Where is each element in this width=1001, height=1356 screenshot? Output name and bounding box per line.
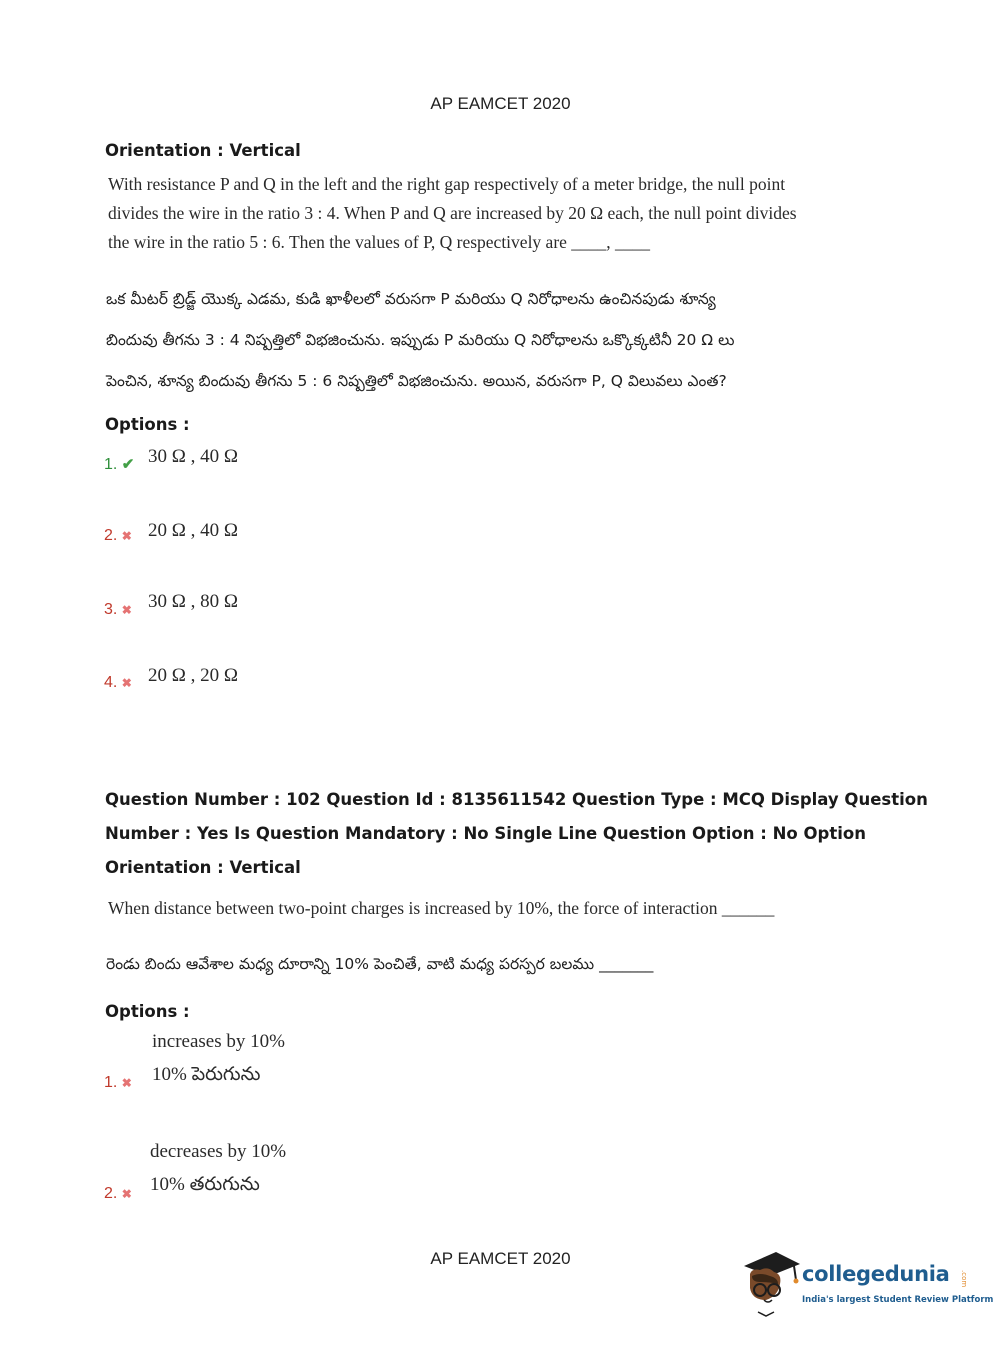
cross-icon: ✖: [121, 1187, 132, 1201]
q1-question-english: [108, 170, 797, 257]
q1-option-3-value: 30 Ω , 80 Ω: [148, 591, 238, 612]
collegedunia-logo: [740, 1248, 994, 1318]
cross-icon: ✖: [121, 603, 132, 617]
q2-option-2-telugu: 10% తరుగును: [150, 1174, 260, 1195]
q1-te-line: ఒక మీటర్ బ్రిడ్జ్ యొక్క ఎడమ, కుడి ఖాళీలలో వరుసగా P మరియు Q నిరోధాలను ఉంచినపుడు శూన్య: [106, 290, 716, 308]
q2-option-1-telugu: 10% పెరుగును: [152, 1064, 261, 1085]
q1-option-4-value: 20 Ω , 20 Ω: [148, 665, 238, 686]
option-number: 2.: [104, 527, 118, 544]
q2-option-1[interactable]: [104, 1074, 132, 1092]
q1-orientation: Orientation : Vertical: [105, 141, 301, 160]
q1-te-line: బిందువు తీగను 3 : 4 నిష్పత్తిలో విభజించును. ఇప్పుడు P మరియు Q నిరోధాలను ఒక్కొక్కటినీ 20 Ω లు: [106, 331, 735, 349]
check-icon: ✔: [121, 456, 135, 473]
q2-question-english: When distance between two-point charges is increased by 10%, the force of interaction ______: [108, 898, 775, 918]
logo-wordmark: collegedunia: [802, 1262, 950, 1286]
logo-tagline: India's largest Student Review Platform: [802, 1295, 994, 1305]
q1-en-line: With resistance P and Q in the left and the right gap respectively of a meter bridge, the null point: [108, 174, 786, 194]
option-number: 2.: [104, 1185, 118, 1202]
q2-option-2[interactable]: [104, 1185, 132, 1203]
q1-option-1[interactable]: [104, 455, 134, 474]
mascot-icon: [740, 1248, 802, 1318]
q1-te-line: పెంచిన, శూన్య బిందువు తీగను 5 : 6 నిష్పత్తిలో విభజించును. అయిన, వరుసగా P, Q విలువలు ఎంత?: [106, 372, 727, 390]
q2-meta-line: Number : Yes Is Question Mandatory : No Single Line Question Option : No Option: [105, 824, 866, 843]
q2-option-2-english: decreases by 10%: [150, 1141, 287, 1162]
q1-option-4[interactable]: [104, 674, 132, 692]
option-number: 1.: [104, 456, 118, 473]
q2-question-telugu: రెండు బిందు ఆవేశాల మధ్య దూరాన్ని 10% పెంచితే, వాటి మధ్య పరస్పర బలము _______: [106, 955, 654, 973]
q2-option-1-english: increases by 10%: [152, 1031, 285, 1052]
option-number: 1.: [104, 1074, 118, 1091]
q1-option-2-value: 20 Ω , 40 Ω: [148, 520, 238, 541]
option-number: 4.: [104, 674, 118, 691]
q1-option-3[interactable]: [104, 601, 132, 619]
q1-options-label: Options :: [105, 415, 190, 434]
q2-orientation: Orientation : Vertical: [105, 858, 301, 877]
q1-option-2[interactable]: [104, 527, 132, 545]
option-number: 3.: [104, 601, 118, 618]
page-footer: AP EAMCET 2020: [430, 1249, 571, 1268]
logo-suffix: .com: [960, 1270, 968, 1288]
page-header: AP EAMCET 2020: [430, 94, 571, 113]
q1-en-line: divides the wire in the ratio 3 : 4. When P and Q are increased by 20 Ω each, the null point divides: [108, 203, 797, 223]
q2-options-label: Options :: [105, 1002, 190, 1021]
q1-en-line: the wire in the ratio 5 : 6. Then the values of P, Q respectively are ____, ____: [108, 232, 651, 252]
cross-icon: ✖: [121, 676, 132, 690]
cross-icon: ✖: [121, 1076, 132, 1090]
q2-meta-line: Question Number : 102 Question Id : 8135611542 Question Type : MCQ Display Question: [105, 790, 928, 809]
cross-icon: ✖: [121, 529, 132, 543]
q1-option-1-value: 30 Ω , 40 Ω: [148, 446, 238, 467]
